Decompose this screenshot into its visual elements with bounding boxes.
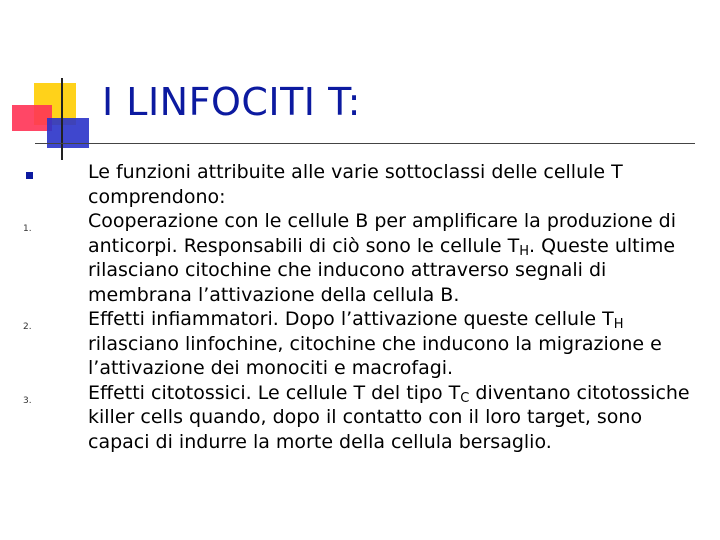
title-underline [35,143,695,144]
item-text-cont: rilasciano linfochine, citochine che inducono la migrazione e l’attivazione dei monociti e macrofagi. [88,332,662,379]
item-subscript: C [460,390,470,406]
list-item [23,307,703,381]
list-item [23,381,703,455]
list-item [23,209,703,307]
slide-title: I LINFOCITI T: [102,80,361,124]
item-number: 2. [23,322,32,332]
decor-vertical-line [61,78,63,160]
square-bullet-icon [26,172,33,179]
intro-text: Le funzioni attribuite alle varie sottoclassi delle cellule T comprendono: [88,161,623,208]
intro-item [88,160,703,209]
item-number: 1. [23,224,32,234]
decor-red-square [12,105,52,131]
item-text: Effetti infiammatori. Dopo l’attivazione queste cellule T [88,308,614,330]
item-number: 3. [23,395,32,406]
item-text: Cooperazione con le cellule B per amplificare la produzione di anticorpi. Responsabili di ciò sono le cellule T [88,210,677,257]
item-subscript: H [613,317,624,332]
item-subscript: H [519,243,529,259]
item-text: Effetti citotossici. Le cellule T del tipo T [88,381,461,404]
item-text-cont: diventano citotossiche killer cells quando, dopo il contatto con il loro target, sono capaci di indurre la morte della cellula bersaglio. [88,381,690,453]
slide-body [23,160,703,454]
item-text-cont: . Queste ultime rilasciano citochine che inducono attraverso segnali di membrana l’attivazione della cellula B. [88,234,676,306]
